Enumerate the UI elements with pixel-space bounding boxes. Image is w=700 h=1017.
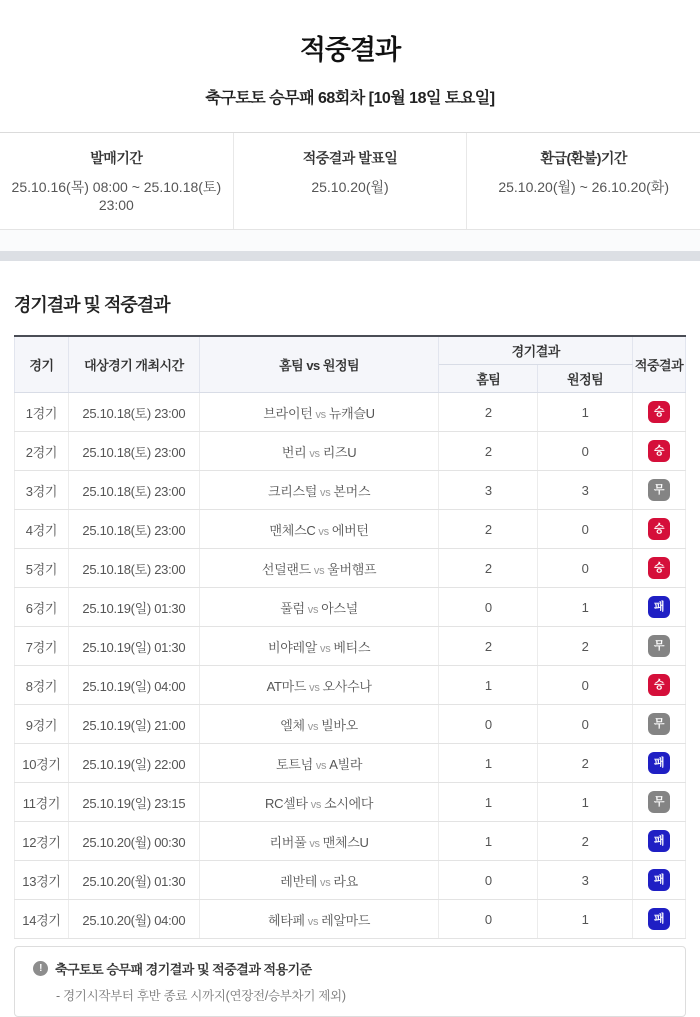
away-score-cell: 0 <box>538 510 633 549</box>
game-number-cell: 6경기 <box>15 588 69 627</box>
teams-cell <box>199 666 439 705</box>
home-score-cell: 0 <box>439 900 538 939</box>
vs-label: vs <box>313 564 325 577</box>
away-score-cell: 1 <box>538 783 633 822</box>
home-team: 번리 <box>281 444 307 460</box>
teams-cell <box>199 705 439 744</box>
info-label: 환급(환불)기간 <box>540 150 627 167</box>
match-datetime-cell: 25.10.19(일) 04:00 <box>68 666 199 705</box>
hit-result-cell <box>633 471 686 510</box>
notice-title-text: 축구토토 승무패 경기결과 및 적중결과 적용기준 <box>55 962 312 978</box>
match-datetime-cell: 25.10.19(일) 01:30 <box>68 627 199 666</box>
away-score-cell: 3 <box>538 861 633 900</box>
teams-cell <box>199 744 439 783</box>
away-team: 베티스 <box>333 639 371 655</box>
notice-item: - 경기시작부터 후반 종료 시까지(연장전/승부차기 제외) <box>56 989 346 1004</box>
game-number-cell: 5경기 <box>15 549 69 588</box>
table-row <box>15 627 686 666</box>
vs-label: vs <box>309 681 320 694</box>
match-datetime-cell: 25.10.18(토) 23:00 <box>68 471 199 510</box>
away-score-cell: 1 <box>538 393 633 432</box>
exclamation-circle-icon: ! <box>33 961 48 976</box>
hit-result-cell <box>633 588 686 627</box>
game-number-cell: 11경기 <box>15 783 69 822</box>
info-cell-refund-period <box>466 133 700 229</box>
vs-label: vs <box>307 603 319 616</box>
hit-result-cell <box>633 861 686 900</box>
away-score-cell: 2 <box>538 627 633 666</box>
away-team: 울버햄프 <box>327 561 377 577</box>
hit-result-badge: 무 <box>648 479 670 501</box>
match-datetime-cell: 25.10.19(일) 21:00 <box>68 705 199 744</box>
teams-cell <box>199 510 439 549</box>
hit-result-badge: 패 <box>648 596 670 618</box>
vs-label: vs <box>320 876 331 889</box>
hit-result-cell <box>633 744 686 783</box>
hit-result-badge: 패 <box>648 830 670 852</box>
info-label: 발매기간 <box>90 150 143 167</box>
teams-cell <box>199 861 439 900</box>
match-datetime-cell: 25.10.18(토) 23:00 <box>68 549 199 588</box>
home-team: 크리스털 <box>267 483 318 499</box>
game-number-cell: 2경기 <box>15 432 69 471</box>
away-score-cell: 3 <box>538 471 633 510</box>
table-row <box>15 822 686 861</box>
home-score-cell: 2 <box>439 432 538 471</box>
away-team: 소시에다 <box>324 795 374 811</box>
home-team: 리버풀 <box>269 834 307 850</box>
hit-result-badge: 패 <box>648 908 670 930</box>
hit-result-cell <box>633 705 686 744</box>
teams-cell <box>199 588 439 627</box>
away-team: 리즈U <box>322 444 357 460</box>
hit-result-badge: 무 <box>648 713 670 735</box>
game-number-cell: 14경기 <box>15 900 69 939</box>
hit-result-cell <box>633 783 686 822</box>
away-score-cell: 0 <box>538 705 633 744</box>
home-score-cell: 1 <box>439 783 538 822</box>
info-cell-sale-period <box>0 133 233 229</box>
page-subtitle: 축구토토 승무패 68회차 [10월 18일 토요일] <box>205 90 495 108</box>
table-row <box>15 900 686 939</box>
match-datetime-cell: 25.10.18(토) 23:00 <box>68 432 199 471</box>
match-datetime-cell: 25.10.19(일) 22:00 <box>68 744 199 783</box>
away-score-cell: 0 <box>538 666 633 705</box>
home-score-cell: 0 <box>439 588 538 627</box>
vs-label: vs <box>307 720 319 733</box>
hit-result-badge: 승 <box>648 674 670 696</box>
away-score-cell: 0 <box>538 549 633 588</box>
home-score-cell: 0 <box>439 861 538 900</box>
home-team: RC셀타 <box>265 795 308 811</box>
home-team: 맨체스C <box>269 522 316 538</box>
table-row <box>15 393 686 432</box>
home-score-cell: 2 <box>439 393 538 432</box>
teams-cell <box>199 900 439 939</box>
info-value: 25.10.20(월) <box>311 179 389 196</box>
vs-label: vs <box>320 642 331 655</box>
col-header-away-score: 원정팀 <box>538 365 633 393</box>
hit-result-cell <box>633 510 686 549</box>
match-datetime-cell: 25.10.20(월) 00:30 <box>68 822 199 861</box>
table-row <box>15 588 686 627</box>
section-heading: 경기결과 및 적중결과 <box>14 295 170 316</box>
table-row <box>15 549 686 588</box>
home-team: AT마드 <box>266 678 307 694</box>
hit-result-badge: 승 <box>648 557 670 579</box>
game-number-cell: 10경기 <box>15 744 69 783</box>
info-value: 25.10.16(목) 08:00 ~ 25.10.18(토) 23:00 <box>11 179 222 214</box>
hit-result-cell <box>633 666 686 705</box>
hit-result-badge: 무 <box>648 635 670 657</box>
table-row <box>15 510 686 549</box>
table-row <box>15 861 686 900</box>
home-score-cell: 2 <box>439 627 538 666</box>
teams-cell <box>199 549 439 588</box>
vs-label: vs <box>310 798 322 811</box>
vs-label: vs <box>307 915 319 928</box>
away-score-cell: 2 <box>538 822 633 861</box>
teams-cell <box>199 822 439 861</box>
away-score-cell: 1 <box>538 588 633 627</box>
teams-cell <box>199 432 439 471</box>
home-team: 엘체 <box>280 717 305 733</box>
col-header-hit: 적중결과 <box>633 336 686 393</box>
home-team: 비야레알 <box>267 639 318 655</box>
match-datetime-cell: 25.10.20(월) 04:00 <box>68 900 199 939</box>
match-datetime-cell: 25.10.19(일) 23:15 <box>68 783 199 822</box>
away-score-cell: 0 <box>538 432 633 471</box>
section-gap <box>0 230 700 251</box>
match-datetime-cell: 25.10.19(일) 01:30 <box>68 588 199 627</box>
col-header-result-group: 경기결과 <box>439 336 633 365</box>
game-number-cell: 9경기 <box>15 705 69 744</box>
vs-label: vs <box>320 486 331 499</box>
home-score-cell: 2 <box>439 510 538 549</box>
info-label: 적중결과 발표일 <box>302 150 398 167</box>
hit-result-cell <box>633 432 686 471</box>
vs-label: vs <box>315 408 326 421</box>
away-team: 아스널 <box>321 600 358 616</box>
teams-cell <box>199 471 439 510</box>
hit-result-badge: 패 <box>648 869 670 891</box>
hit-result-badge: 승 <box>648 440 670 462</box>
vs-label: vs <box>315 759 327 772</box>
vs-label: vs <box>318 525 329 538</box>
vs-label: vs <box>309 837 320 850</box>
table-row <box>15 705 686 744</box>
hit-result-cell <box>633 822 686 861</box>
away-team: 뉴캐슬U <box>328 405 375 421</box>
notice-title <box>33 959 667 978</box>
game-number-cell: 8경기 <box>15 666 69 705</box>
home-team: 토트넘 <box>276 756 313 772</box>
table-row <box>15 783 686 822</box>
away-team: 레알마드 <box>321 912 371 928</box>
page-title: 적중결과 <box>299 35 401 66</box>
game-number-cell: 4경기 <box>15 510 69 549</box>
home-team: 헤타페 <box>267 912 305 928</box>
home-score-cell: 1 <box>439 666 538 705</box>
notice-box <box>14 946 686 1017</box>
hit-result-cell <box>633 549 686 588</box>
table-row <box>15 666 686 705</box>
col-header-game: 경기 <box>15 336 69 393</box>
home-score-cell: 3 <box>439 471 538 510</box>
hit-result-cell <box>633 393 686 432</box>
match-datetime-cell: 25.10.18(토) 23:00 <box>68 393 199 432</box>
home-team: 풀럼 <box>280 600 305 616</box>
hit-result-badge: 승 <box>648 401 670 423</box>
results-table-body <box>15 393 686 939</box>
home-score-cell: 1 <box>439 744 538 783</box>
game-number-cell: 13경기 <box>15 861 69 900</box>
results-table-header <box>15 336 686 393</box>
col-header-datetime: 대상경기 개최시간 <box>68 336 199 393</box>
home-team: 레반테 <box>280 873 317 889</box>
home-score-cell: 0 <box>439 705 538 744</box>
home-score-cell: 2 <box>439 549 538 588</box>
hit-result-badge: 무 <box>648 791 670 813</box>
away-team: 빌바오 <box>321 717 358 733</box>
game-number-cell: 12경기 <box>15 822 69 861</box>
hit-result-badge: 승 <box>648 518 670 540</box>
away-team: 본머스 <box>333 483 371 499</box>
col-header-home-score: 홈팀 <box>439 365 538 393</box>
section-divider-bar <box>0 251 700 261</box>
table-row <box>15 471 686 510</box>
info-value: 25.10.20(월) ~ 26.10.20(화) <box>498 179 669 196</box>
main-content <box>0 291 700 1017</box>
match-datetime-cell: 25.10.18(토) 23:00 <box>68 510 199 549</box>
results-table <box>14 335 686 939</box>
game-number-cell: 7경기 <box>15 627 69 666</box>
game-number-cell: 1경기 <box>15 393 69 432</box>
home-team: 브라이턴 <box>263 405 313 421</box>
hit-result-badge: 패 <box>648 752 670 774</box>
match-datetime-cell: 25.10.20(월) 01:30 <box>68 861 199 900</box>
info-cell-announce-date <box>233 133 467 229</box>
home-score-cell: 1 <box>439 822 538 861</box>
hit-result-cell <box>633 627 686 666</box>
teams-cell <box>199 393 439 432</box>
col-header-teams: 홈팀 vs 원정팀 <box>199 336 439 393</box>
table-row <box>15 744 686 783</box>
game-number-cell: 3경기 <box>15 471 69 510</box>
teams-cell <box>199 627 439 666</box>
hit-result-cell <box>633 900 686 939</box>
away-team: 라요 <box>333 873 358 889</box>
vs-label: vs <box>309 447 320 460</box>
away-team: 맨체스U <box>322 834 369 850</box>
table-row <box>15 432 686 471</box>
away-team: 오사수나 <box>322 678 372 694</box>
home-team: 선덜랜드 <box>261 561 311 577</box>
round-info-section <box>0 132 700 230</box>
away-team: A빌라 <box>329 756 363 772</box>
away-score-cell: 1 <box>538 900 633 939</box>
away-team: 에버턴 <box>331 522 369 538</box>
away-score-cell: 2 <box>538 744 633 783</box>
teams-cell <box>199 783 439 822</box>
